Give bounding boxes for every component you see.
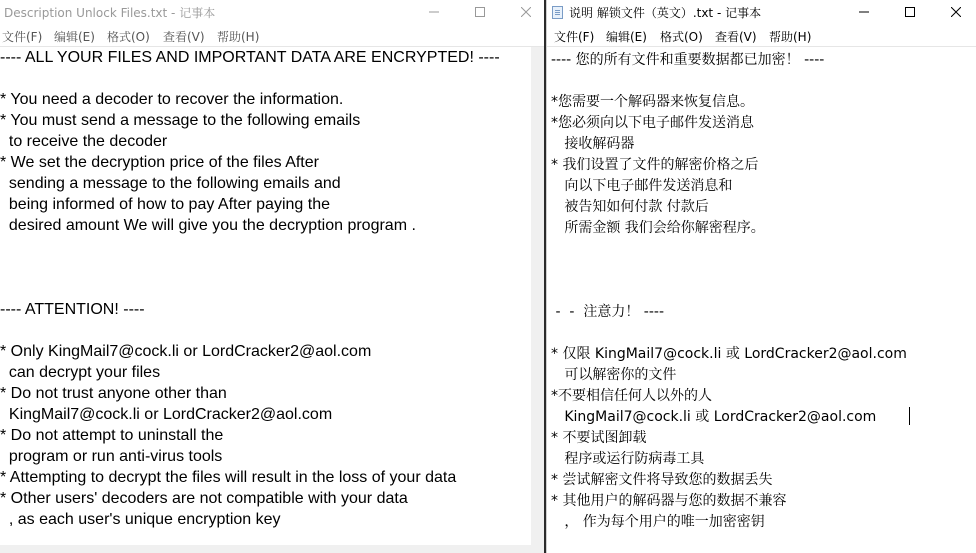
text-line: * 其他用户的解码器与您的数据不兼容 [551, 493, 787, 509]
maximize-icon [475, 7, 485, 17]
text-line: * Attempting to decrypt the files will result in the loss of your data [0, 469, 457, 486]
menu-view[interactable]: 查看(V) [715, 30, 757, 44]
menu-file[interactable]: 文件(F) [554, 30, 595, 44]
text-caret [909, 407, 910, 425]
text-line: 被告知如何付款 付款后 [551, 199, 709, 215]
text-line: ---- ATTENTION! ---- [0, 301, 145, 318]
menu-format[interactable]: 格式(O) [660, 30, 703, 44]
text-line: program or run anti-virus tools [0, 448, 223, 465]
menu-bar [0, 25, 544, 46]
title-bar[interactable] [547, 0, 976, 25]
notepad-icon [552, 6, 563, 19]
text-editor[interactable] [0, 46, 544, 553]
maximize-button[interactable] [887, 0, 933, 25]
close-button[interactable] [933, 0, 976, 25]
text-line: 可以解密你的文件 [551, 367, 677, 383]
menu-format[interactable]: 格式(O) [107, 30, 150, 44]
text-line: ， 作为每个用户的唯一加密密钥 [551, 514, 765, 530]
text-line: * Other users' decoders are not compatible with your data [0, 490, 408, 507]
text-line: 所需金额 我们会给你解密程序。 [551, 220, 765, 236]
text-line: * You must send a message to the following emails [0, 112, 361, 129]
notepad-window-chinese[interactable] [546, 0, 976, 553]
minimize-icon [429, 7, 439, 17]
text-line: *您需要一个解码器来恢复信息。 [551, 94, 754, 110]
text-line: * 我们设置了文件的解密价格之后 [551, 157, 759, 173]
text-line: *您必须向以下电子邮件发送消息 [551, 115, 754, 131]
menu-help[interactable]: 帮助(H) [217, 30, 260, 44]
text-line: ---- ALL YOUR FILES AND IMPORTANT DATA ARE ENCRYPTED! ---- [0, 49, 500, 66]
menu-help[interactable]: 帮助(H) [769, 30, 812, 44]
window-title: Description Unlock Files.txt - 记事本 [4, 6, 216, 20]
menu-file[interactable]: 文件(F) [2, 30, 43, 44]
minimize-icon [859, 7, 869, 17]
close-icon [951, 7, 961, 17]
menu-edit[interactable]: 编辑(E) [606, 30, 647, 44]
horizontal-scrollbar[interactable] [0, 545, 544, 553]
menu-view[interactable]: 查看(V) [163, 30, 205, 44]
text-line: being informed of how to pay After paying the [0, 196, 330, 213]
text-line: *不要相信任何人以外的人 [551, 388, 712, 404]
close-icon [521, 7, 531, 17]
minimize-button[interactable] [841, 0, 887, 25]
text-line: * Do not trust anyone other than [0, 385, 227, 402]
minimize-button[interactable] [411, 0, 457, 25]
text-line: to receive the decoder [0, 133, 168, 150]
text-line: * Only KingMail7@cock.li or LordCracker2@aol.com [0, 343, 372, 360]
text-line: 接收解码器 [551, 136, 635, 152]
text-line: * We set the decryption price of the files After [0, 154, 319, 171]
text-line: 向以下电子邮件发送消息和 [551, 178, 733, 194]
maximize-icon [905, 7, 915, 17]
menu-bar [547, 25, 976, 46]
menu-edit[interactable]: 编辑(E) [54, 30, 95, 44]
close-button[interactable] [503, 0, 544, 25]
maximize-button[interactable] [457, 0, 503, 25]
text-line: , as each user's unique encryption key [0, 511, 281, 528]
title-bar[interactable] [0, 0, 544, 25]
text-line: * 仅限 KingMail7@cock.li 或 LordCracker2@aol.com [551, 346, 907, 362]
text-line: - - 注意力！ ---- [551, 304, 665, 320]
text-line: * You need a decoder to recover the information. [0, 91, 344, 108]
text-line: desired amount We will give you the decryption program . [0, 217, 416, 234]
text-line: KingMail7@cock.li or LordCracker2@aol.com [0, 406, 333, 423]
text-line: can decrypt your files [0, 364, 161, 381]
text-line: KingMail7@cock.li 或 LordCracker2@aol.com [551, 409, 877, 425]
text-line: 程序或运行防病毒工具 [551, 451, 705, 467]
text-line: ---- 您的所有文件和重要数据都已加密！ ---- [551, 52, 825, 68]
text-line: * 不要试图卸载 [551, 430, 647, 446]
vertical-scrollbar[interactable] [531, 47, 544, 553]
text-line: sending a message to the following emails and [0, 175, 341, 192]
window-title: 说明 解锁文件（英文）.txt - 记事本 [569, 6, 762, 20]
text-editor[interactable] [547, 46, 976, 553]
text-line: * 尝试解密文件将导致您的数据丢失 [551, 472, 773, 488]
text-line: * Do not attempt to uninstall the [0, 427, 224, 444]
